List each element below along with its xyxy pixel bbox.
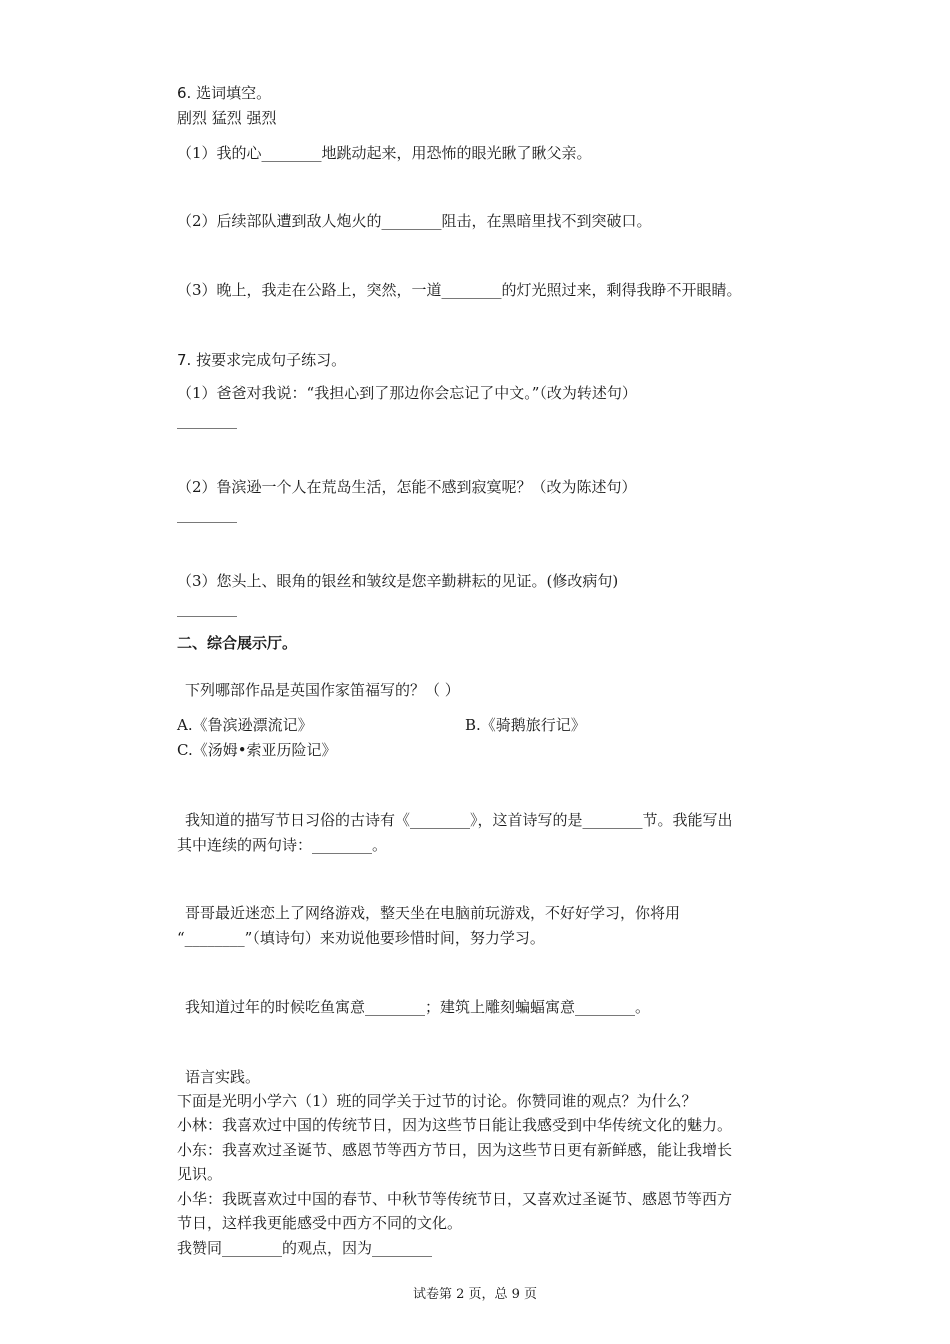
q7-item-1: （1）爸爸对我说：“我担心到了那边你会忘记了中文。”（改为转述句） <box>177 384 637 402</box>
game-question-line-2: “________”（填诗句）来劝说他要珍惜时间，努力学习。 <box>177 929 545 947</box>
q7-title: 7. 按要求完成句子练习。 <box>177 351 347 369</box>
custom-question: 我知道过年的时候吃鱼寓意________；建筑上雕刻蝙蝠寓意________。 <box>185 998 651 1016</box>
q6-item-3: （3）晚上，我走在公路上，突然，一道________的灯光照过来，剩得我睁不开眼睛。 <box>177 281 742 299</box>
practice-dong-line-1: 小东：我喜欢过圣诞节、感恩节等西方节日，因为这些节日更有新鲜感，能让我增长 <box>177 1141 733 1159</box>
q6-word-options: 剧烈 猛烈 强烈 <box>177 109 277 127</box>
practice-title: 语言实践。 <box>185 1068 261 1086</box>
practice-answer: 我赞同________的观点，因为________ <box>177 1239 433 1257</box>
q7-item-2: （2）鲁滨逊一个人在荒岛生活，怎能不感到寂寞呢？（改为陈述句） <box>177 478 637 496</box>
poem-question-line-1: 我知道的描写节日习俗的古诗有《________》，这首诗写的是________节。我能写出 <box>185 811 733 829</box>
q7-answer-blank-2: ________ <box>177 505 237 523</box>
mc-option-b: B.《骑鹅旅行记》 <box>465 716 586 734</box>
section-heading: 二、综合展示厅。 <box>177 634 298 652</box>
mc-option-a: A.《鲁滨逊漂流记》 <box>177 716 313 734</box>
poem-question-line-2: 其中连续的两句诗：________。 <box>177 836 388 854</box>
q7-answer-blank-1: ________ <box>177 411 237 429</box>
practice-intro: 下面是光明小学六（1）班的同学关于过节的讨论。你赞同谁的观点？为什么？ <box>177 1092 697 1110</box>
q6-item-2: （2）后续部队遭到敌人炮火的________阻击，在黑暗里找不到突破口。 <box>177 212 652 230</box>
q6-item-1: （1）我的心________地跳动起来，用恐怖的眼光瞅了瞅父亲。 <box>177 144 592 162</box>
game-question-line-1: 哥哥最近迷恋上了网络游戏，整天坐在电脑前玩游戏，不好好学习，你将用 <box>185 904 681 922</box>
q6-title: 6. 选词填空。 <box>177 84 272 102</box>
page-footer: 试卷第 2 页，总 9 页 <box>412 1287 538 1302</box>
mc-option-c: C.《汤姆•索亚历险记》 <box>177 741 337 759</box>
mc-question: 下列哪部作品是英国作家笛福写的？（ ） <box>185 681 460 699</box>
practice-lin: 小林：我喜欢过中国的传统节日，因为这些节日能让我感受到中华传统文化的魅力。 <box>177 1116 733 1134</box>
q7-answer-blank-3: ________ <box>177 599 237 617</box>
practice-hua-line-1: 小华：我既喜欢过中国的春节、中秋节等传统节日，又喜欢过圣诞节、感恩节等西方 <box>177 1190 733 1208</box>
practice-hua-line-2: 节日，这样我更能感受中西方不同的文化。 <box>177 1214 463 1232</box>
practice-dong-line-2: 见识。 <box>177 1165 223 1183</box>
q7-item-3: （3）您头上、眼角的银丝和皱纹是您辛勤耕耘的见证。(修改病句) <box>177 572 619 590</box>
